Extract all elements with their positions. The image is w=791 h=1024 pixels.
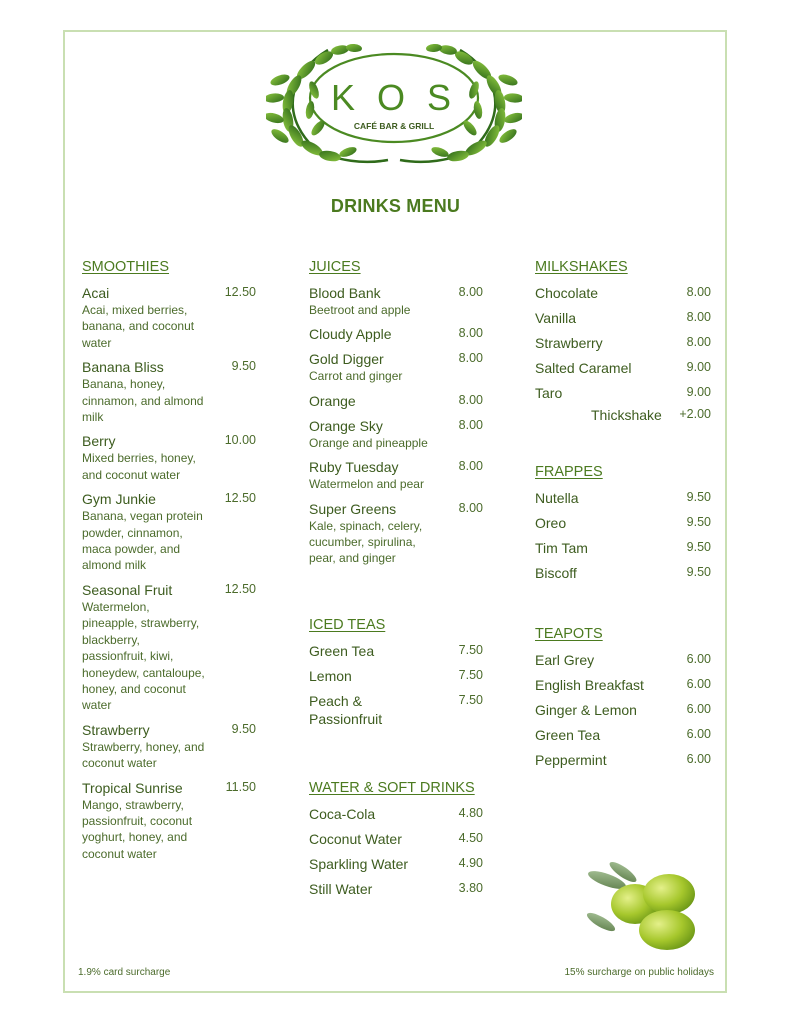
item-name: Biscoff [535,565,577,581]
item-description: Watermelon, pineapple, strawberry, blackberry, passionfruit, kiwi, honeydew, cantaloupe, honey, and coconut water [82,599,205,713]
item-price: 12.50 [224,581,256,596]
item-name: Tim Tam [535,540,588,556]
item-name: Earl Grey [535,652,595,668]
menu-item [309,392,483,410]
item-price: 7.50 [458,692,483,707]
item-name: English Breakfast [535,677,644,693]
item-price: 12.50 [224,285,256,299]
menu-item [535,676,711,694]
item-name: Green Tea [309,642,375,659]
menu-item [82,284,258,351]
item-name: Orange [309,392,356,409]
item-description: Carrot and ginger [309,369,403,384]
menu-item [82,581,258,714]
item-name: Coconut Water [309,830,402,847]
menu-item [535,651,711,669]
menu-item [535,309,711,327]
item-description: Acai, mixed berries, banana, and coconut water [82,303,195,350]
section-heading-frappes: FRAPPES [535,464,603,480]
item-price: 9.50 [231,721,256,736]
item-price: 8.00 [458,285,483,299]
menu-item [535,751,711,769]
item-price: 9.50 [686,565,711,579]
item-description: Orange and pineapple [309,435,428,450]
item-price: 8.00 [458,459,483,474]
menu-item [535,334,711,352]
section-heading-water: WATER & SOFT DRINKS [309,779,475,796]
menu-item [535,539,711,557]
frappes-list [535,489,711,582]
menu-item [309,880,483,898]
column-milkshakes [535,258,711,776]
footer-card-surcharge: 1.9% card surcharge [78,967,171,978]
item-description: Beetroot and apple [309,303,411,317]
juices-list [309,284,483,567]
section-heading-teapots: TEAPOTS [535,626,603,642]
milkshakes-list [535,284,711,402]
item-description: Mango, strawberry, passionfruit, coconut yoghurt, honey, and coconut water [82,797,193,861]
item-name: Peppermint [535,752,607,768]
menu-item [535,514,711,532]
item-price: 3.80 [458,880,483,895]
kos-logo [266,40,522,168]
menu-item [535,489,711,507]
logo-name: K O S [330,77,458,118]
logo-tagline: CAFÉ BAR & GRILL [353,121,435,131]
item-name: Blood Bank [309,285,381,301]
section-heading-smoothies: SMOOTHIES [82,259,170,275]
menu-item [535,564,711,582]
item-name: Cloudy Apple [309,326,392,343]
thickshake-row [535,407,711,427]
item-name: Salted Caramel [535,360,632,376]
item-price: 11.50 [225,779,256,794]
item-name: Taro [535,385,563,401]
iced-teas-list [309,642,483,728]
item-description: Banana, honey, cinnamon, and almond milk [82,377,204,425]
item-price: 6.00 [686,677,711,691]
item-description: Kale, spinach, celery, cucumber, spirulina, pear, and ginger [309,518,423,566]
olives-icon [583,860,699,956]
column-juices [309,258,483,905]
menu-item [535,284,711,302]
menu-item [82,721,258,772]
item-name: Gold Digger [309,351,384,368]
item-price: 8.00 [458,326,483,341]
item-name: Gym Junkie [82,491,156,508]
laurel-wreath-icon [266,40,522,168]
item-price: 12.50 [224,491,256,506]
menu-item [309,500,483,567]
item-description: Mixed berries, honey, and coconut water [82,451,196,482]
item-price: 8.00 [458,500,483,515]
item-price: 7.50 [458,667,483,682]
thickshake-price: +2.00 [679,407,711,421]
menu-item [309,667,483,685]
page-title: DRINKS MENU [330,196,461,216]
item-name: Oreo [535,515,567,531]
water-list [309,805,483,898]
menu-item [309,830,483,848]
item-name: Berry [82,433,116,450]
item-price: 8.00 [686,310,711,324]
section-heading-milkshakes: MILKSHAKES [535,259,628,275]
item-name: Lemon [309,667,352,684]
smoothies-list [82,284,258,862]
menu-item [309,325,483,343]
item-price: 4.80 [458,805,483,820]
item-name: Super Greens [309,500,397,517]
item-price: 7.50 [458,642,483,657]
thickshake-name: Thickshake [591,407,662,423]
menu-item [82,490,258,574]
item-description: Strawberry, honey, and coconut water [82,739,205,771]
item-name: Vanilla [535,310,576,326]
item-price: 8.00 [458,351,483,366]
menu-item [309,805,483,823]
item-price: 6.00 [686,652,711,666]
column-smoothies [82,258,258,869]
item-price: 6.00 [686,727,711,741]
item-price: 9.50 [686,540,711,554]
section-heading-juices: JUICES [309,259,361,275]
item-name: Acai [82,285,110,301]
item-price: 4.90 [458,855,483,870]
item-name: Orange Sky [309,417,383,434]
menu-item [535,701,711,719]
item-price: 9.50 [686,515,711,529]
item-description: Watermelon and pear [309,477,424,492]
item-price: 9.00 [686,385,711,399]
item-price: 8.00 [458,417,483,432]
item-name: Green Tea [535,727,601,743]
item-price: 8.00 [686,335,711,349]
menu-item [309,692,483,728]
item-name: Strawberry [82,721,150,738]
menu-item [535,359,711,377]
item-description: Banana, vegan protein powder, cinnamon, maca powder, and almond milk [82,509,203,573]
menu-item [535,726,711,744]
teapots-list [535,651,711,769]
item-price: 10.00 [224,433,256,448]
item-price: 9.00 [686,360,711,374]
item-price: 9.50 [686,490,711,504]
item-name: Ruby Tuesday [309,459,399,476]
item-name: Ginger & Lemon [535,702,637,718]
item-name: Nutella [535,490,579,506]
item-price: 9.50 [231,359,256,374]
item-price: 6.00 [686,752,711,766]
item-price: 8.00 [686,285,711,299]
menu-item [309,642,483,660]
item-name: Banana Bliss [82,359,164,376]
menu-item [82,779,258,863]
menu-item [309,855,483,873]
item-name: Peach & Passionfruit [309,692,383,727]
menu-item [309,284,483,318]
item-name: Still Water [309,880,373,897]
item-name: Tropical Sunrise [82,779,183,796]
item-price: 4.50 [458,830,483,845]
menu-item [82,432,258,483]
menu-item [535,384,711,402]
menu-item [309,417,483,451]
item-name: Coca-Cola [309,805,376,822]
item-name: Seasonal Fruit [82,581,173,598]
item-name: Sparkling Water [309,855,409,872]
item-price: 8.00 [458,392,483,407]
menu-item [309,458,483,492]
item-price: 6.00 [686,702,711,716]
footer-holiday-surcharge: 15% surcharge on public holidays [564,967,714,978]
menu-item [309,350,483,384]
section-heading-iced-teas: ICED TEAS [309,616,386,633]
item-name: Chocolate [535,285,599,301]
menu-item [82,358,258,425]
item-name: Strawberry [535,335,603,351]
